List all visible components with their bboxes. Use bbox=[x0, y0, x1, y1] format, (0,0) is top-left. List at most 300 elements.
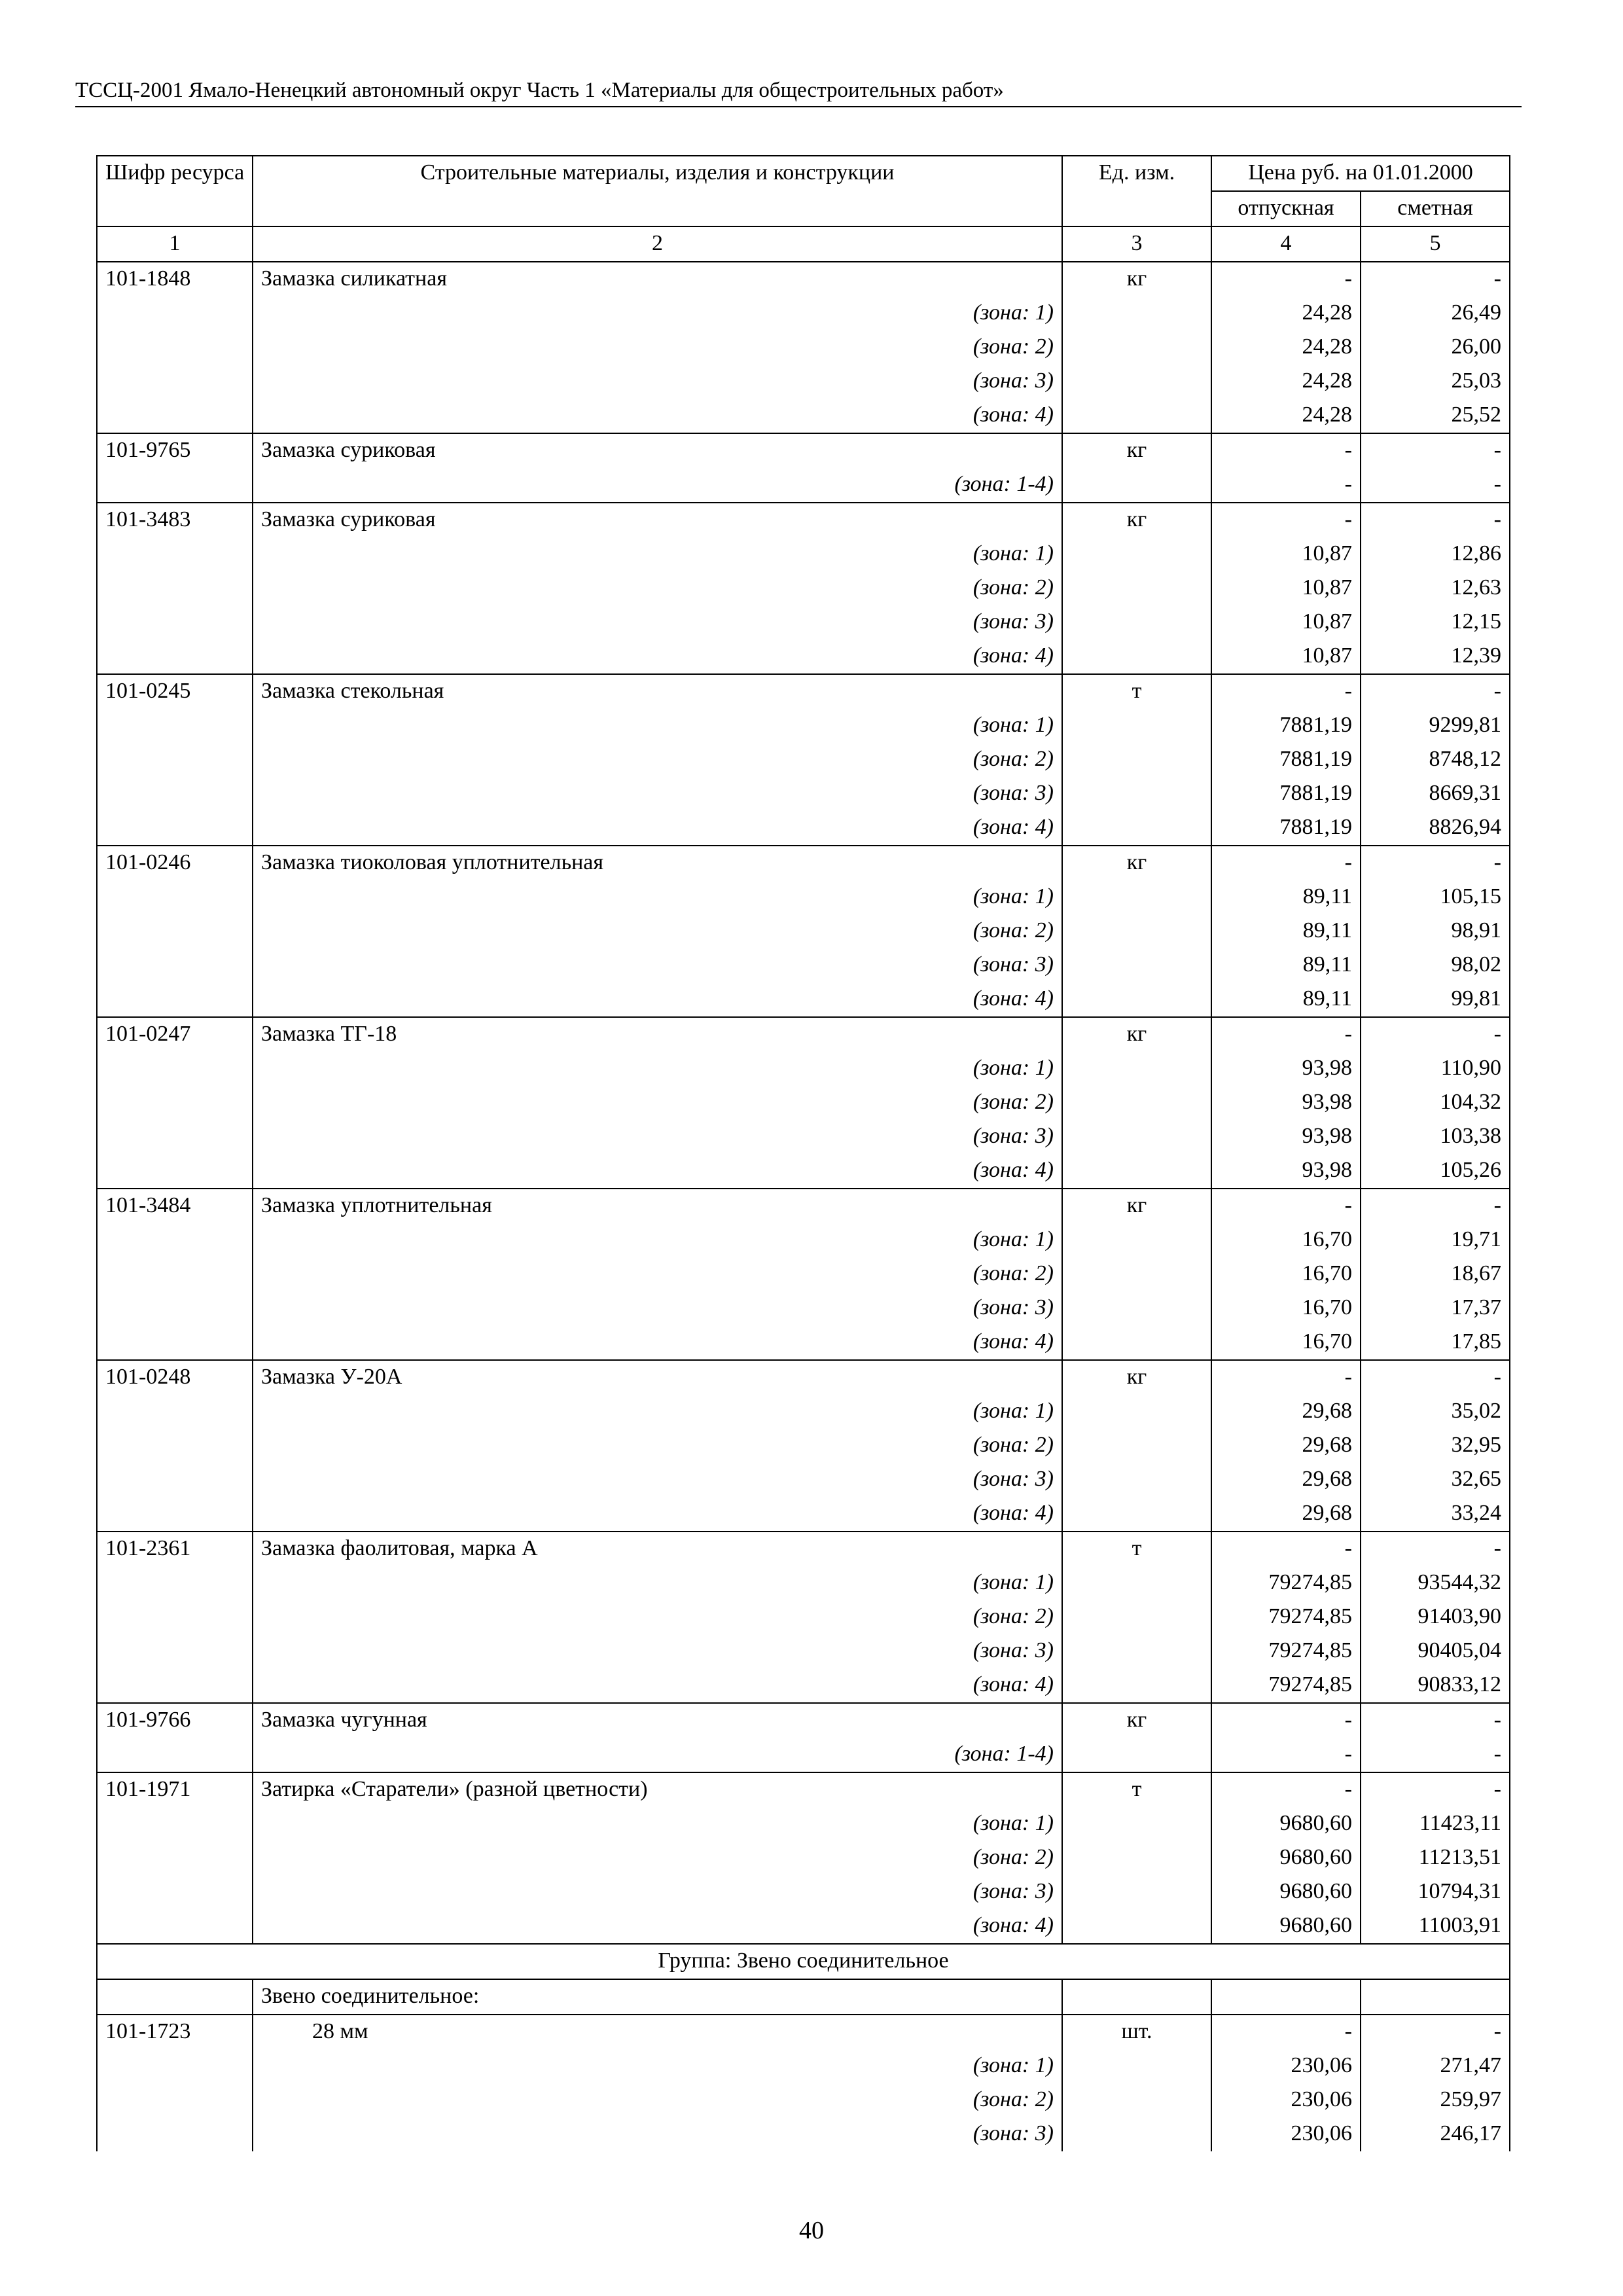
empty-cell bbox=[1062, 982, 1211, 1017]
release-price: 93,98 bbox=[1211, 1120, 1361, 1154]
estimate-price: 110,90 bbox=[1361, 1052, 1510, 1086]
zone-label: (зона: 1) bbox=[253, 1395, 1062, 1429]
estimate-price: 33,24 bbox=[1361, 1497, 1510, 1532]
zone-row bbox=[97, 571, 1510, 605]
resource-code: 101-1723 bbox=[97, 2015, 253, 2049]
release-price: - bbox=[1211, 1532, 1361, 1566]
empty-cell bbox=[97, 1738, 253, 1772]
empty-cell bbox=[1062, 1120, 1211, 1154]
estimate-price: - bbox=[1361, 468, 1510, 503]
resource-code: 101-9766 bbox=[97, 1703, 253, 1738]
zone-label: (зона: 2) bbox=[253, 914, 1062, 948]
zone-label: (зона: 1) bbox=[253, 537, 1062, 571]
estimate-price: 105,26 bbox=[1361, 1154, 1510, 1189]
release-price: - bbox=[1211, 1772, 1361, 1807]
zone-row bbox=[97, 709, 1510, 743]
page-header: ТССЦ-2001 Ямало-Ненецкий автономный округ Часть 1 «Материалы для общестроительных работ» bbox=[75, 77, 1522, 107]
zone-label: (зона: 2) bbox=[253, 1257, 1062, 1291]
resource-code: 101-0245 bbox=[97, 674, 253, 709]
zone-row bbox=[97, 1463, 1510, 1497]
empty-cell bbox=[1062, 365, 1211, 399]
unit-of-measure: кг bbox=[1062, 433, 1211, 468]
zone-label: (зона: 3) bbox=[253, 777, 1062, 811]
release-price: - bbox=[1211, 1360, 1361, 1395]
zone-row bbox=[97, 605, 1510, 639]
estimate-price: 259,97 bbox=[1361, 2083, 1510, 2117]
table-row bbox=[97, 262, 1510, 296]
zone-label: (зона: 2) bbox=[253, 743, 1062, 777]
empty-cell bbox=[1062, 811, 1211, 846]
zone-row bbox=[97, 1841, 1510, 1875]
release-price: 29,68 bbox=[1211, 1395, 1361, 1429]
unit-of-measure: кг bbox=[1062, 1703, 1211, 1738]
zone-row bbox=[97, 1223, 1510, 1257]
release-price: 29,68 bbox=[1211, 1429, 1361, 1463]
material-name: Замазка стекольная bbox=[253, 674, 1062, 709]
estimate-price: 8826,94 bbox=[1361, 811, 1510, 846]
zone-label: (зона: 4) bbox=[253, 1154, 1062, 1189]
empty-cell bbox=[1062, 1738, 1211, 1772]
zone-row bbox=[97, 1807, 1510, 1841]
empty-cell bbox=[97, 2049, 253, 2083]
release-price: 10,87 bbox=[1211, 605, 1361, 639]
empty-cell bbox=[1062, 468, 1211, 503]
estimate-price: 17,37 bbox=[1361, 1291, 1510, 1325]
release-price: 7881,19 bbox=[1211, 709, 1361, 743]
estimate-price: 12,39 bbox=[1361, 639, 1510, 674]
material-name: Замазка суриковая bbox=[253, 503, 1062, 537]
zone-row bbox=[97, 1668, 1510, 1703]
estimate-price: 11213,51 bbox=[1361, 1841, 1510, 1875]
empty-cell bbox=[1062, 1841, 1211, 1875]
empty-cell bbox=[97, 1566, 253, 1600]
estimate-price: 12,86 bbox=[1361, 537, 1510, 571]
zone-label: (зона: 4) bbox=[253, 811, 1062, 846]
zone-label: (зона: 4) bbox=[253, 1497, 1062, 1532]
empty-cell bbox=[1062, 571, 1211, 605]
empty-cell bbox=[97, 1223, 253, 1257]
estimate-price: 91403,90 bbox=[1361, 1600, 1510, 1634]
release-price: 93,98 bbox=[1211, 1086, 1361, 1120]
estimate-price: 32,95 bbox=[1361, 1429, 1510, 1463]
zone-label: (зона: 3) bbox=[253, 605, 1062, 639]
estimate-price: 103,38 bbox=[1361, 1120, 1510, 1154]
release-price: 9680,60 bbox=[1211, 1841, 1361, 1875]
empty-cell bbox=[97, 1086, 253, 1120]
empty-cell bbox=[97, 1497, 253, 1532]
zone-label: (зона: 2) bbox=[253, 2083, 1062, 2117]
empty-cell bbox=[97, 914, 253, 948]
zone-row bbox=[97, 2117, 1510, 2151]
empty-cell bbox=[1062, 2117, 1211, 2151]
release-price: 16,70 bbox=[1211, 1257, 1361, 1291]
estimate-price: - bbox=[1361, 1017, 1510, 1052]
estimate-price: 12,63 bbox=[1361, 571, 1510, 605]
zone-row bbox=[97, 1257, 1510, 1291]
table-row bbox=[97, 846, 1510, 880]
empty-cell bbox=[97, 1257, 253, 1291]
table-row bbox=[97, 503, 1510, 537]
zone-label: (зона: 1) bbox=[253, 880, 1062, 914]
empty-cell bbox=[97, 296, 253, 331]
empty-cell bbox=[1062, 1154, 1211, 1189]
zone-row bbox=[97, 1738, 1510, 1772]
zone-row bbox=[97, 948, 1510, 982]
release-price: 10,87 bbox=[1211, 537, 1361, 571]
release-price: 89,11 bbox=[1211, 982, 1361, 1017]
empty-cell bbox=[97, 1291, 253, 1325]
unit-of-measure: кг bbox=[1062, 503, 1211, 537]
estimate-price: - bbox=[1361, 846, 1510, 880]
zone-label: (зона: 3) bbox=[253, 1875, 1062, 1909]
estimate-price: 246,17 bbox=[1361, 2117, 1510, 2151]
resource-code: 101-0246 bbox=[97, 846, 253, 880]
empty-cell bbox=[1062, 1807, 1211, 1841]
header-release-price: отпускная bbox=[1211, 191, 1361, 226]
release-price: 79274,85 bbox=[1211, 1600, 1361, 1634]
zone-label: (зона: 3) bbox=[253, 1120, 1062, 1154]
estimate-price: 98,02 bbox=[1361, 948, 1510, 982]
zone-row bbox=[97, 777, 1510, 811]
release-price: - bbox=[1211, 1017, 1361, 1052]
estimate-price: - bbox=[1361, 1532, 1510, 1566]
empty-cell bbox=[1062, 914, 1211, 948]
zone-label: (зона: 3) bbox=[253, 1634, 1062, 1668]
zone-row bbox=[97, 1052, 1510, 1086]
empty-cell bbox=[1062, 1395, 1211, 1429]
zone-label: (зона: 4) bbox=[253, 1668, 1062, 1703]
empty-cell bbox=[1062, 880, 1211, 914]
zone-label: (зона: 4) bbox=[253, 1909, 1062, 1944]
estimate-price: - bbox=[1361, 2015, 1510, 2049]
empty-cell bbox=[1062, 296, 1211, 331]
release-price: 24,28 bbox=[1211, 331, 1361, 365]
zone-label: (зона: 4) bbox=[253, 399, 1062, 433]
estimate-price: 26,00 bbox=[1361, 331, 1510, 365]
release-price: 89,11 bbox=[1211, 948, 1361, 982]
empty-cell bbox=[1062, 2049, 1211, 2083]
empty-cell bbox=[97, 1807, 253, 1841]
empty-cell bbox=[1062, 1052, 1211, 1086]
empty-cell bbox=[1062, 1497, 1211, 1532]
estimate-price: 98,91 bbox=[1361, 914, 1510, 948]
release-price: 93,98 bbox=[1211, 1052, 1361, 1086]
material-name: Замазка ТГ-18 bbox=[253, 1017, 1062, 1052]
empty-cell bbox=[1211, 1979, 1361, 2015]
zone-label: (зона: 3) bbox=[253, 1463, 1062, 1497]
header-estimate-price: сметная bbox=[1361, 191, 1510, 226]
zone-row bbox=[97, 1395, 1510, 1429]
table-row bbox=[97, 1360, 1510, 1395]
empty-cell bbox=[97, 1909, 253, 1944]
estimate-price: 19,71 bbox=[1361, 1223, 1510, 1257]
column-number: 4 bbox=[1211, 226, 1361, 262]
empty-cell bbox=[97, 2117, 253, 2151]
zone-row bbox=[97, 537, 1510, 571]
empty-cell bbox=[97, 1634, 253, 1668]
empty-cell bbox=[1062, 1223, 1211, 1257]
empty-cell bbox=[97, 365, 253, 399]
zone-label: (зона: 4) bbox=[253, 1325, 1062, 1360]
material-name: Замазка чугунная bbox=[253, 1703, 1062, 1738]
release-price: - bbox=[1211, 503, 1361, 537]
release-price: 29,68 bbox=[1211, 1463, 1361, 1497]
zone-row bbox=[97, 1600, 1510, 1634]
zone-row bbox=[97, 2049, 1510, 2083]
estimate-price: 25,52 bbox=[1361, 399, 1510, 433]
zone-row bbox=[97, 811, 1510, 846]
empty-cell bbox=[1062, 709, 1211, 743]
estimate-price: 99,81 bbox=[1361, 982, 1510, 1017]
zone-row bbox=[97, 2083, 1510, 2117]
zone-label: (зона: 1) bbox=[253, 709, 1062, 743]
zone-row bbox=[97, 914, 1510, 948]
release-price: 9680,60 bbox=[1211, 1875, 1361, 1909]
header-unit: Ед. изм. bbox=[1062, 156, 1211, 226]
estimate-price: 271,47 bbox=[1361, 2049, 1510, 2083]
column-number: 5 bbox=[1361, 226, 1510, 262]
material-name: Замазка суриковая bbox=[253, 433, 1062, 468]
zone-row bbox=[97, 1566, 1510, 1600]
zone-row bbox=[97, 982, 1510, 1017]
empty-cell bbox=[97, 1120, 253, 1154]
estimate-price: - bbox=[1361, 1772, 1510, 1807]
unit-of-measure: кг bbox=[1062, 1360, 1211, 1395]
empty-cell bbox=[97, 1325, 253, 1360]
empty-cell bbox=[97, 982, 253, 1017]
estimate-price: 104,32 bbox=[1361, 1086, 1510, 1120]
zone-label: (зона: 1) bbox=[253, 1223, 1062, 1257]
empty-cell bbox=[1062, 2083, 1211, 2117]
empty-cell bbox=[97, 1875, 253, 1909]
zone-row bbox=[97, 880, 1510, 914]
estimate-price: - bbox=[1361, 1360, 1510, 1395]
estimate-price: - bbox=[1361, 1189, 1510, 1223]
release-price: 24,28 bbox=[1211, 365, 1361, 399]
empty-cell bbox=[97, 399, 253, 433]
empty-cell bbox=[97, 1429, 253, 1463]
empty-cell bbox=[1062, 1600, 1211, 1634]
column-number: 1 bbox=[97, 226, 253, 262]
empty-cell bbox=[97, 468, 253, 503]
estimate-price: - bbox=[1361, 1738, 1510, 1772]
table-row bbox=[97, 1772, 1510, 1807]
zone-row bbox=[97, 331, 1510, 365]
estimate-price: 93544,32 bbox=[1361, 1566, 1510, 1600]
zone-row bbox=[97, 1086, 1510, 1120]
zone-row bbox=[97, 1154, 1510, 1189]
zone-label: (зона: 2) bbox=[253, 1086, 1062, 1120]
resource-code: 101-1848 bbox=[97, 262, 253, 296]
empty-cell bbox=[97, 639, 253, 674]
empty-cell bbox=[97, 1979, 253, 2015]
zone-row bbox=[97, 365, 1510, 399]
zone-label: (зона: 2) bbox=[253, 1841, 1062, 1875]
empty-cell bbox=[97, 948, 253, 982]
empty-cell bbox=[1062, 777, 1211, 811]
column-number: 3 bbox=[1062, 226, 1211, 262]
table-row bbox=[97, 674, 1510, 709]
empty-cell bbox=[1062, 605, 1211, 639]
material-name: Замазка У-20А bbox=[253, 1360, 1062, 1395]
empty-cell bbox=[97, 2083, 253, 2117]
empty-cell bbox=[97, 605, 253, 639]
resource-code: 101-0247 bbox=[97, 1017, 253, 1052]
empty-cell bbox=[1062, 1668, 1211, 1703]
release-price: - bbox=[1211, 433, 1361, 468]
release-price: 24,28 bbox=[1211, 296, 1361, 331]
zone-label: (зона: 3) bbox=[253, 365, 1062, 399]
empty-cell bbox=[97, 811, 253, 846]
estimate-price: 90405,04 bbox=[1361, 1634, 1510, 1668]
release-price: - bbox=[1211, 1189, 1361, 1223]
estimate-price: 8748,12 bbox=[1361, 743, 1510, 777]
resource-code: 101-3484 bbox=[97, 1189, 253, 1223]
estimate-price: 25,03 bbox=[1361, 365, 1510, 399]
empty-cell bbox=[1062, 1325, 1211, 1360]
estimate-price: 11003,91 bbox=[1361, 1909, 1510, 1944]
zone-label: (зона: 1) bbox=[253, 1566, 1062, 1600]
empty-cell bbox=[1062, 1086, 1211, 1120]
zone-row bbox=[97, 468, 1510, 503]
zone-label: (зона: 2) bbox=[253, 1429, 1062, 1463]
empty-cell bbox=[1062, 743, 1211, 777]
release-price: - bbox=[1211, 468, 1361, 503]
empty-cell bbox=[97, 1841, 253, 1875]
zone-row bbox=[97, 1875, 1510, 1909]
zone-label: (зона: 1-4) bbox=[253, 468, 1062, 503]
zone-label: (зона: 1) bbox=[253, 1052, 1062, 1086]
release-price: 79274,85 bbox=[1211, 1634, 1361, 1668]
estimate-price: - bbox=[1361, 262, 1510, 296]
empty-cell bbox=[1062, 639, 1211, 674]
release-price: 9680,60 bbox=[1211, 1909, 1361, 1944]
estimate-price: 10794,31 bbox=[1361, 1875, 1510, 1909]
empty-cell bbox=[1361, 1979, 1510, 2015]
resource-code: 101-0248 bbox=[97, 1360, 253, 1395]
table-row bbox=[97, 1532, 1510, 1566]
empty-cell bbox=[1062, 1634, 1211, 1668]
resource-code: 101-1971 bbox=[97, 1772, 253, 1807]
estimate-price: 18,67 bbox=[1361, 1257, 1510, 1291]
estimate-price: - bbox=[1361, 503, 1510, 537]
estimate-price: 26,49 bbox=[1361, 296, 1510, 331]
zone-label: (зона: 3) bbox=[253, 1291, 1062, 1325]
estimate-price: 9299,81 bbox=[1361, 709, 1510, 743]
zone-row bbox=[97, 639, 1510, 674]
estimate-price: 12,15 bbox=[1361, 605, 1510, 639]
zone-row bbox=[97, 399, 1510, 433]
header-price: Цена руб. на 01.01.2000 bbox=[1211, 156, 1510, 191]
material-name: Замазка силикатная bbox=[253, 262, 1062, 296]
release-price: - bbox=[1211, 2015, 1361, 2049]
release-price: 29,68 bbox=[1211, 1497, 1361, 1532]
release-price: 10,87 bbox=[1211, 639, 1361, 674]
empty-cell bbox=[1062, 1463, 1211, 1497]
zone-row bbox=[97, 1497, 1510, 1532]
table-row bbox=[97, 1189, 1510, 1223]
table-row bbox=[97, 2015, 1510, 2049]
empty-cell bbox=[1062, 1291, 1211, 1325]
release-price: - bbox=[1211, 262, 1361, 296]
empty-cell bbox=[97, 1463, 253, 1497]
empty-cell bbox=[97, 709, 253, 743]
empty-cell bbox=[97, 1600, 253, 1634]
zone-label: (зона: 2) bbox=[253, 331, 1062, 365]
zone-label: (зона: 1) bbox=[253, 296, 1062, 331]
estimate-price: 35,02 bbox=[1361, 1395, 1510, 1429]
release-price: 7881,19 bbox=[1211, 811, 1361, 846]
estimate-price: 105,15 bbox=[1361, 880, 1510, 914]
zone-row bbox=[97, 1634, 1510, 1668]
empty-cell bbox=[1062, 331, 1211, 365]
unit-of-measure: кг bbox=[1062, 1017, 1211, 1052]
table-row bbox=[97, 1017, 1510, 1052]
subgroup-title: Звено соединительное: bbox=[253, 1979, 1062, 2015]
zone-row bbox=[97, 743, 1510, 777]
release-price: - bbox=[1211, 674, 1361, 709]
zone-label: (зона: 2) bbox=[253, 1600, 1062, 1634]
release-price: 10,87 bbox=[1211, 571, 1361, 605]
empty-cell bbox=[97, 1052, 253, 1086]
estimate-price: 8669,31 bbox=[1361, 777, 1510, 811]
empty-cell bbox=[1062, 948, 1211, 982]
column-number: 2 bbox=[253, 226, 1062, 262]
zone-label: (зона: 3) bbox=[253, 948, 1062, 982]
page-number: 40 bbox=[799, 2217, 824, 2244]
estimate-price: 32,65 bbox=[1361, 1463, 1510, 1497]
zone-row bbox=[97, 1429, 1510, 1463]
empty-cell bbox=[1062, 1429, 1211, 1463]
table-row bbox=[97, 433, 1510, 468]
material-name: Замазка тиоколовая уплотнительная bbox=[253, 846, 1062, 880]
material-name: Затирка «Старатели» (разной цветности) bbox=[253, 1772, 1062, 1807]
release-price: 16,70 bbox=[1211, 1223, 1361, 1257]
zone-label: (зона: 2) bbox=[253, 571, 1062, 605]
release-price: 9680,60 bbox=[1211, 1807, 1361, 1841]
empty-cell bbox=[1062, 1909, 1211, 1944]
release-price: 7881,19 bbox=[1211, 777, 1361, 811]
resource-code: 101-2361 bbox=[97, 1532, 253, 1566]
material-name: 28 мм bbox=[253, 2015, 1062, 2049]
release-price: 230,06 bbox=[1211, 2083, 1361, 2117]
estimate-price: - bbox=[1361, 1703, 1510, 1738]
unit-of-measure: кг bbox=[1062, 262, 1211, 296]
table-row bbox=[97, 1703, 1510, 1738]
empty-cell bbox=[97, 1668, 253, 1703]
zone-row bbox=[97, 1291, 1510, 1325]
release-price: - bbox=[1211, 846, 1361, 880]
release-price: 16,70 bbox=[1211, 1291, 1361, 1325]
release-price: 89,11 bbox=[1211, 914, 1361, 948]
estimate-price: - bbox=[1361, 674, 1510, 709]
unit-of-measure: т bbox=[1062, 674, 1211, 709]
release-price: 79274,85 bbox=[1211, 1566, 1361, 1600]
release-price: 7881,19 bbox=[1211, 743, 1361, 777]
empty-cell bbox=[1062, 1566, 1211, 1600]
release-price: - bbox=[1211, 1703, 1361, 1738]
zone-label: (зона: 1) bbox=[253, 1807, 1062, 1841]
unit-of-measure: шт. bbox=[1062, 2015, 1211, 2049]
table-body bbox=[97, 262, 1510, 2151]
release-price: 93,98 bbox=[1211, 1154, 1361, 1189]
zone-row bbox=[97, 1909, 1510, 1944]
empty-cell bbox=[97, 331, 253, 365]
unit-of-measure: т bbox=[1062, 1772, 1211, 1807]
empty-cell bbox=[1062, 537, 1211, 571]
estimate-price: - bbox=[1361, 433, 1510, 468]
release-price: 230,06 bbox=[1211, 2117, 1361, 2151]
